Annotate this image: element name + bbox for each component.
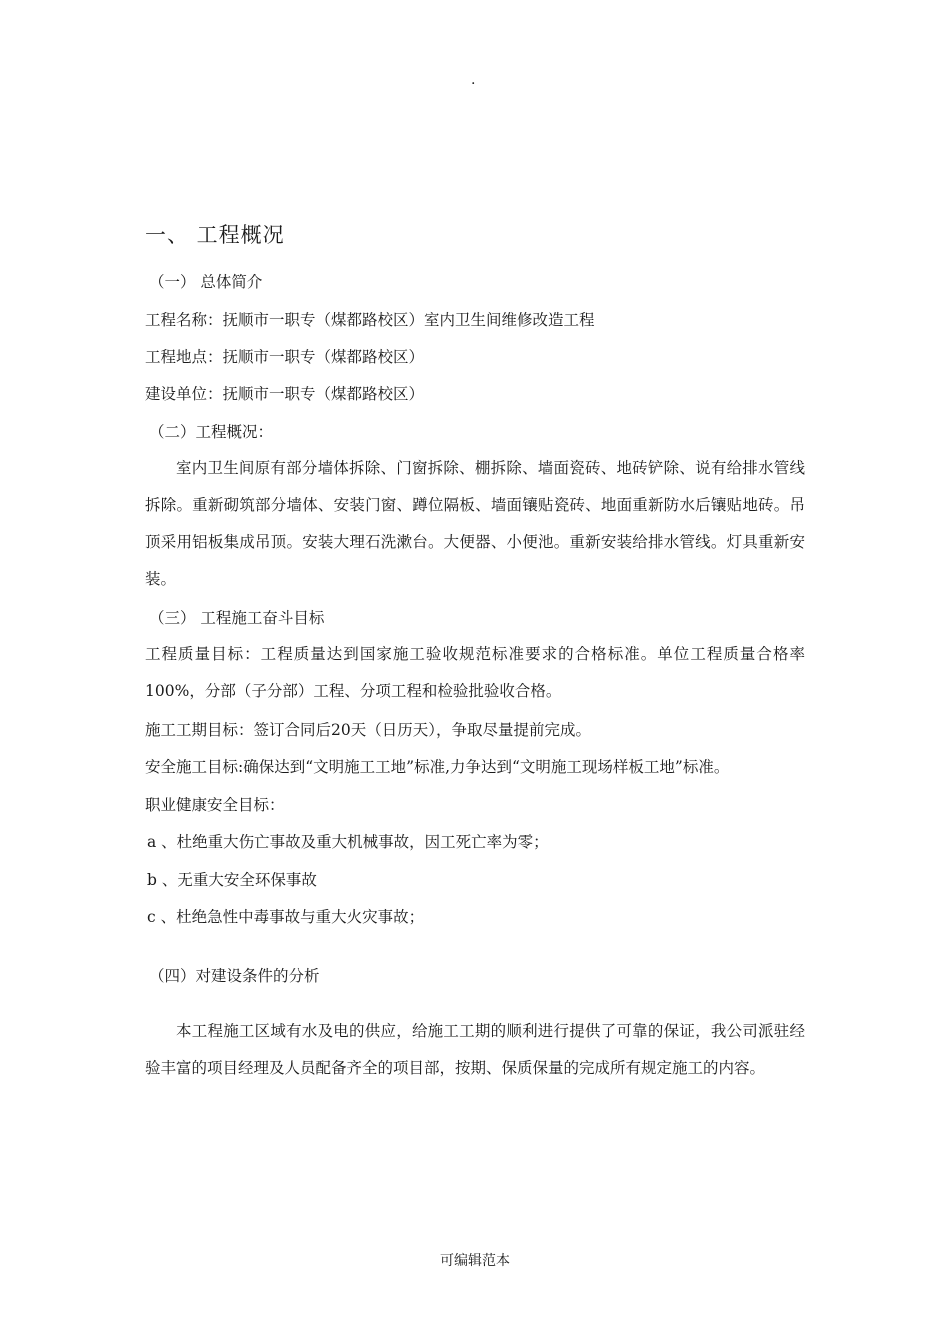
safety-goal: 安全施工目标:确保达到“文明施工工地”标准,力争达到“文明施工现场样板工地”标准。 bbox=[145, 758, 730, 776]
list-item: c 、杜绝急性中毒事故与重大火灾事故； bbox=[147, 908, 425, 926]
list-item: a 、杜绝重大伤亡事故及重大机械事故，因工死亡率为零； bbox=[147, 833, 549, 851]
project-location-line: 工程地点：抚顺市一职专（煤都路校区） bbox=[145, 348, 425, 366]
page-footer: 可编辑范本 bbox=[440, 1253, 510, 1269]
overview-heading: （一） 总体简介 bbox=[149, 273, 263, 291]
health-goal-heading: 职业健康安全目标： bbox=[145, 796, 285, 814]
analysis-paragraph: 本工程施工区域有水及电的供应，给施工工期的顺利进行提供了可靠的保证，我公司派驻经验丰富的项目经理及人员配备齐全的项目部，按期、保质保量的完成所有规定施工的内容。 bbox=[145, 1022, 805, 1077]
schedule-goal: 施工工期目标：签订合同后20天（日历天），争取尽量提前完成。 bbox=[145, 721, 591, 739]
header-mark: . bbox=[471, 72, 476, 88]
summary-heading: （二）工程概况： bbox=[149, 423, 274, 441]
goals-heading: （三） 工程施工奋斗目标 bbox=[149, 609, 325, 627]
list-item: b 、无重大安全环保事故 bbox=[147, 871, 317, 889]
project-name-line: 工程名称：抚顺市一职专（煤都路校区）室内卫生间维修改造工程 bbox=[145, 311, 595, 329]
analysis-heading: （四）对建设条件的分析 bbox=[149, 967, 320, 985]
project-owner-line: 建设单位：抚顺市一职专（煤都路校区） bbox=[145, 385, 425, 403]
quality-goal: 工程质量目标：工程质量达到国家施工验收规范标准要求的合格标准。单位工程质量合格率100%，分部（子分部）工程、分项工程和检验批验收合格。 bbox=[145, 645, 805, 700]
summary-paragraph: 室内卫生间原有部分墙体拆除、门窗拆除、棚拆除、墙面瓷砖、地砖铲除、说有给排水管线拆除。重新砌筑部分墙体、安装门窗、蹲位隔板、墙面镶贴瓷砖、地面重新防水后镶贴地砖。吊顶采用铝板集成吊顶。安装大理石洗漱台。大便器、小便池。重新安装给排水管线。灯具重新安装。 bbox=[145, 459, 805, 588]
section-title: 一、 工程概况 bbox=[145, 223, 285, 247]
